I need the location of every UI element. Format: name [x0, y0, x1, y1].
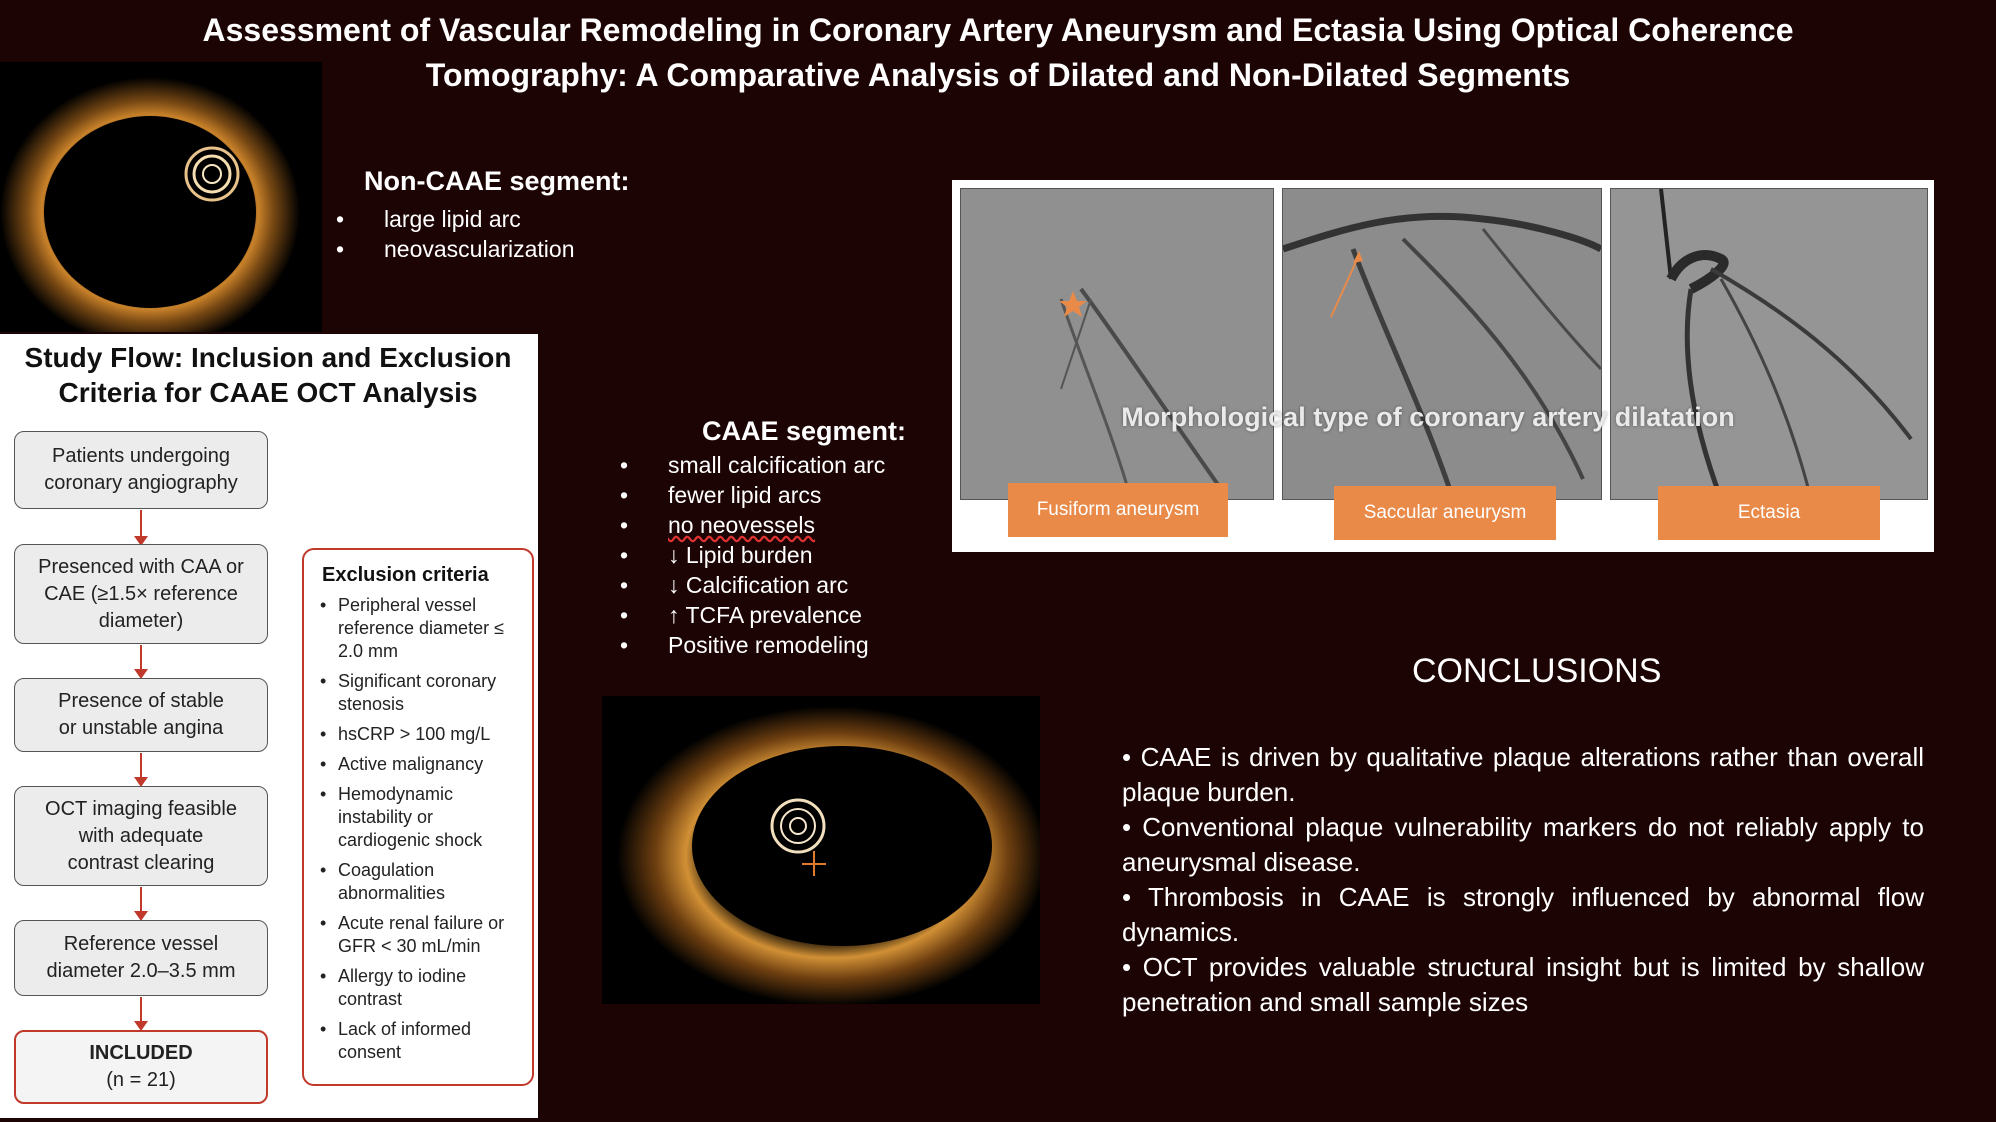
study-flow-title: Study Flow: Inclusion and Exclusion Criteria for CAAE OCT Analysis — [24, 342, 512, 408]
list-item: • large lipid arc — [336, 206, 521, 232]
list-item: • neovascularization — [336, 236, 575, 262]
flow-step-1: Patients undergoing coronary angiography — [14, 431, 268, 509]
list-item: • Coagulation abnormalities — [318, 859, 528, 905]
list-item: • Hemodynamic instability or cardiogenic shock — [318, 783, 528, 852]
list-item: • Allergy to iodine contrast — [318, 965, 528, 1011]
angiogram-fusiform — [960, 188, 1274, 500]
list-item: • Lack of informed consent — [318, 1018, 528, 1064]
list-item: • hsCRP > 100 mg/L — [318, 723, 528, 746]
flow-step-4: OCT imaging feasible with adequate contrast clearing — [14, 786, 268, 886]
list-item: • Active malignancy — [318, 753, 528, 776]
list-item: • fewer lipid arcs — [620, 482, 822, 508]
conclusions-list — [1122, 740, 1924, 1020]
flow-arrow — [140, 753, 142, 785]
oct-image-non-caae — [0, 62, 322, 332]
angiogram-ectasia — [1610, 188, 1928, 500]
list-item: • Acute renal failure or GFR < 30 mL/min — [318, 912, 528, 958]
poster-title: Assessment of Vascular Remodeling in Coronary Artery Aneurysm and Ectasia Using Optical Coherence Tomography: A Comparative Analysis of Dilated and Non-Dilated Segments — [202, 12, 1794, 93]
non-caae-heading: Non-CAAE segment: — [364, 166, 630, 196]
flow-step-3: Presence of stable or unstable angina — [14, 678, 268, 752]
flow-arrow — [140, 510, 142, 544]
angiogram-saccular — [1282, 188, 1602, 500]
flow-arrow — [140, 997, 142, 1029]
list-item: • no neovessels — [620, 512, 816, 538]
list-item: • CAAE is driven by qualitative plaque alterations rather than overall plaque burden. — [1122, 742, 1924, 807]
label-saccular: Saccular aneurysm — [1334, 486, 1556, 540]
list-item: • ↑ TCFA prevalence — [620, 602, 862, 628]
flow-arrow — [140, 887, 142, 919]
angiography-caption: Morphological type of coronary artery dilatation — [1121, 402, 1735, 432]
included-box — [14, 1030, 268, 1104]
flow-arrow — [140, 645, 142, 677]
non-caae-list — [336, 204, 656, 264]
list-item: • Significant coronary stenosis — [318, 670, 528, 716]
caae-list — [620, 450, 960, 660]
list-item: • ↓ Lipid burden — [620, 542, 813, 568]
conclusions-heading: CONCLUSIONS — [1412, 652, 1662, 690]
label-ectasia: Ectasia — [1658, 486, 1880, 540]
list-item: • OCT provides valuable structural insight but is limited by shallow penetration and small sample sizes — [1122, 952, 1924, 1017]
list-item: • small calcification arc — [620, 452, 886, 478]
exclusion-criteria-box — [302, 548, 534, 1086]
caae-heading: CAAE segment: — [702, 416, 907, 446]
included-label: INCLUDED — [89, 1042, 193, 1064]
study-flow-panel — [0, 334, 538, 1118]
angiography-panel — [952, 180, 1934, 552]
flow-step-2: Presenced with CAA or CAE (≥1.5× reference diameter) — [14, 544, 268, 644]
exclusion-list — [318, 594, 528, 1071]
flow-step-5: Reference vessel diameter 2.0–3.5 mm — [14, 920, 268, 996]
exclusion-title: Exclusion criteria — [322, 564, 489, 586]
list-item: • Thrombosis in CAAE is strongly influenced by abnormal flow dynamics. — [1122, 882, 1924, 947]
list-item: • Positive remodeling — [620, 632, 869, 658]
oct-image-caae — [602, 696, 1040, 1004]
list-item: • ↓ Calcification arc — [620, 572, 849, 598]
label-fusiform: Fusiform aneurysm — [1008, 483, 1228, 537]
included-count: (n = 21) — [106, 1069, 176, 1091]
list-item: • Peripheral vessel reference diameter ≤ 2.0 mm — [318, 594, 528, 663]
list-item: • Conventional plaque vulnerability markers do not reliably apply to aneurysmal disease. — [1122, 812, 1924, 877]
